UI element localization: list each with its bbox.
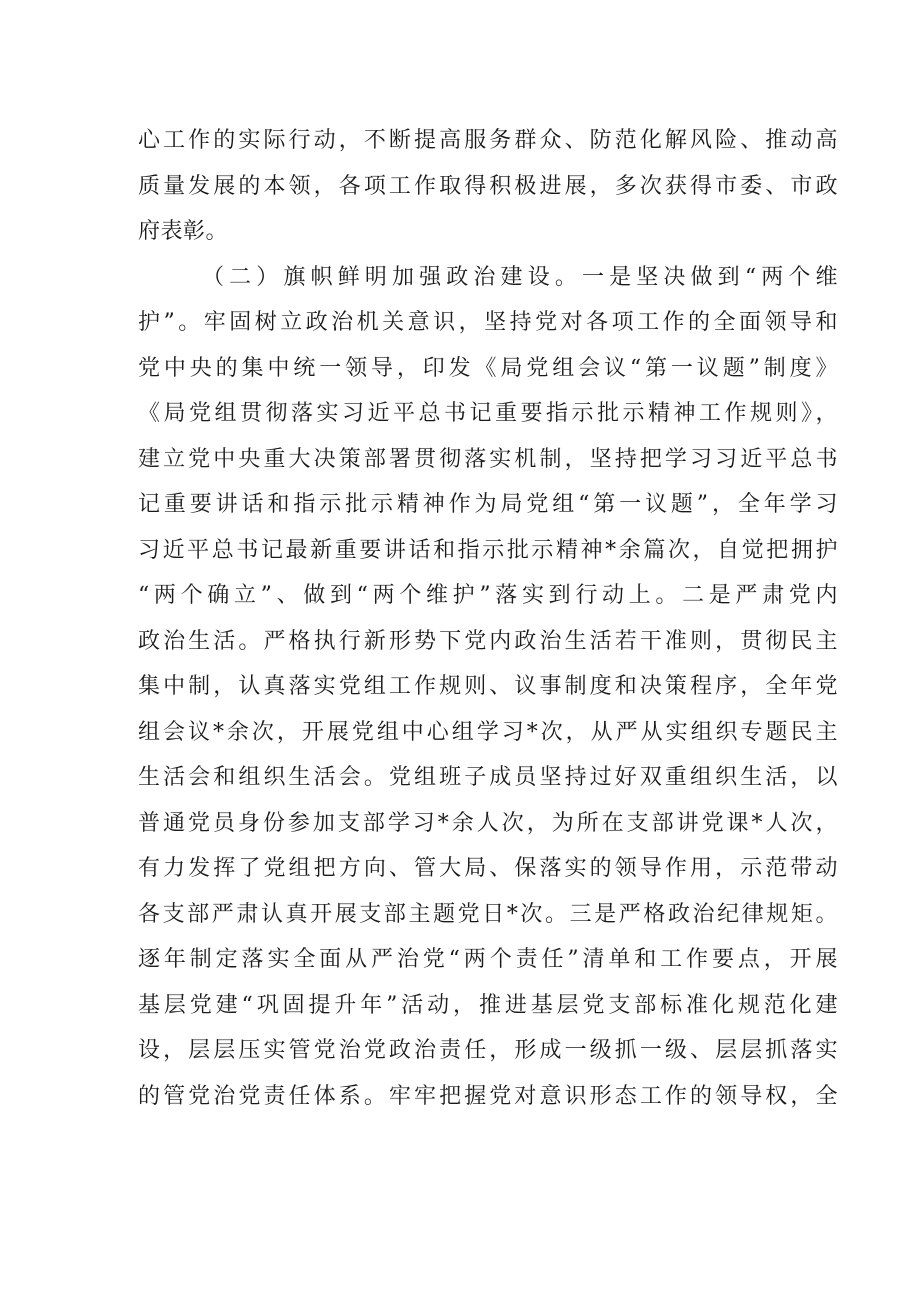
text-line: 各支部严肃认真开展支部主题党日*次。三是严格政治纪律规矩。	[138, 901, 838, 927]
text-line: 生活会和组织生活会。党组班子成员坚持过好双重组织生活，以	[138, 765, 838, 790]
text-line: 逐年制定落实全面从严治党“两个责任”清单和工作要点，开展	[138, 947, 838, 972]
text-line: 党中央的集中统一领导，印发《局党组会议“第一议题”制度》	[138, 355, 838, 381]
text-line: 习近平总书记最新重要讲话和指示批示精神*余篇次，自觉把拥护	[138, 537, 838, 563]
text-line: 组会议*余次，开展党组中心组学习*次，从严从实组织专题民主	[138, 719, 838, 745]
text-line: 心工作的实际行动，不断提高服务群众、防范化解风险、推动高	[138, 128, 838, 153]
text-line: 基层党建“巩固提升年”活动，推进基层党支部标准化规范化建	[138, 992, 838, 1018]
section-heading-line: （二）旗帜鲜明加强政治建设。一是坚决做到“两个维	[202, 264, 838, 290]
text-line: 政治生活。严格执行新形势下党内政治生活若干准则，贯彻民主	[138, 628, 838, 654]
text-line: 设，层层压实管党治党政治责任，形成一级抓一级、层层抓落实	[138, 1038, 838, 1063]
text-line: 的管党治党责任体系。牢牢把握党对意识形态工作的领导权，全	[138, 1083, 838, 1109]
text-line: 护”。牢固树立政治机关意识，坚持党对各项工作的全面领导和	[138, 310, 838, 335]
text-line: 集中制，认真落实党组工作规则、议事制度和决策程序，全年党	[138, 674, 838, 699]
text-line: 记重要讲话和指示批示精神作为局党组“第一议题”，全年学习	[138, 492, 838, 517]
text-line: 《局党组贯彻落实习近平总书记重要指示批示精神工作规则》，	[138, 401, 838, 426]
text-line: “两个确立”、做到“两个维护”落实到行动上。二是严肃党内	[138, 583, 838, 608]
text-line: 建立党中央重大决策部署贯彻落实机制，坚持把学习习近平总书	[138, 446, 838, 472]
text-line: 有力发挥了党组把方向、管大局、保落实的领导作用，示范带动	[138, 856, 838, 881]
text-line: 府表彰。	[138, 219, 229, 244]
text-line: 质量发展的本领，各项工作取得积极进展，多次获得市委、市政	[138, 173, 838, 199]
text-line: 普通党员身份参加支部学习*余人次，为所在支部讲党课*人次，	[138, 810, 838, 836]
body-text	[138, 118, 838, 1119]
